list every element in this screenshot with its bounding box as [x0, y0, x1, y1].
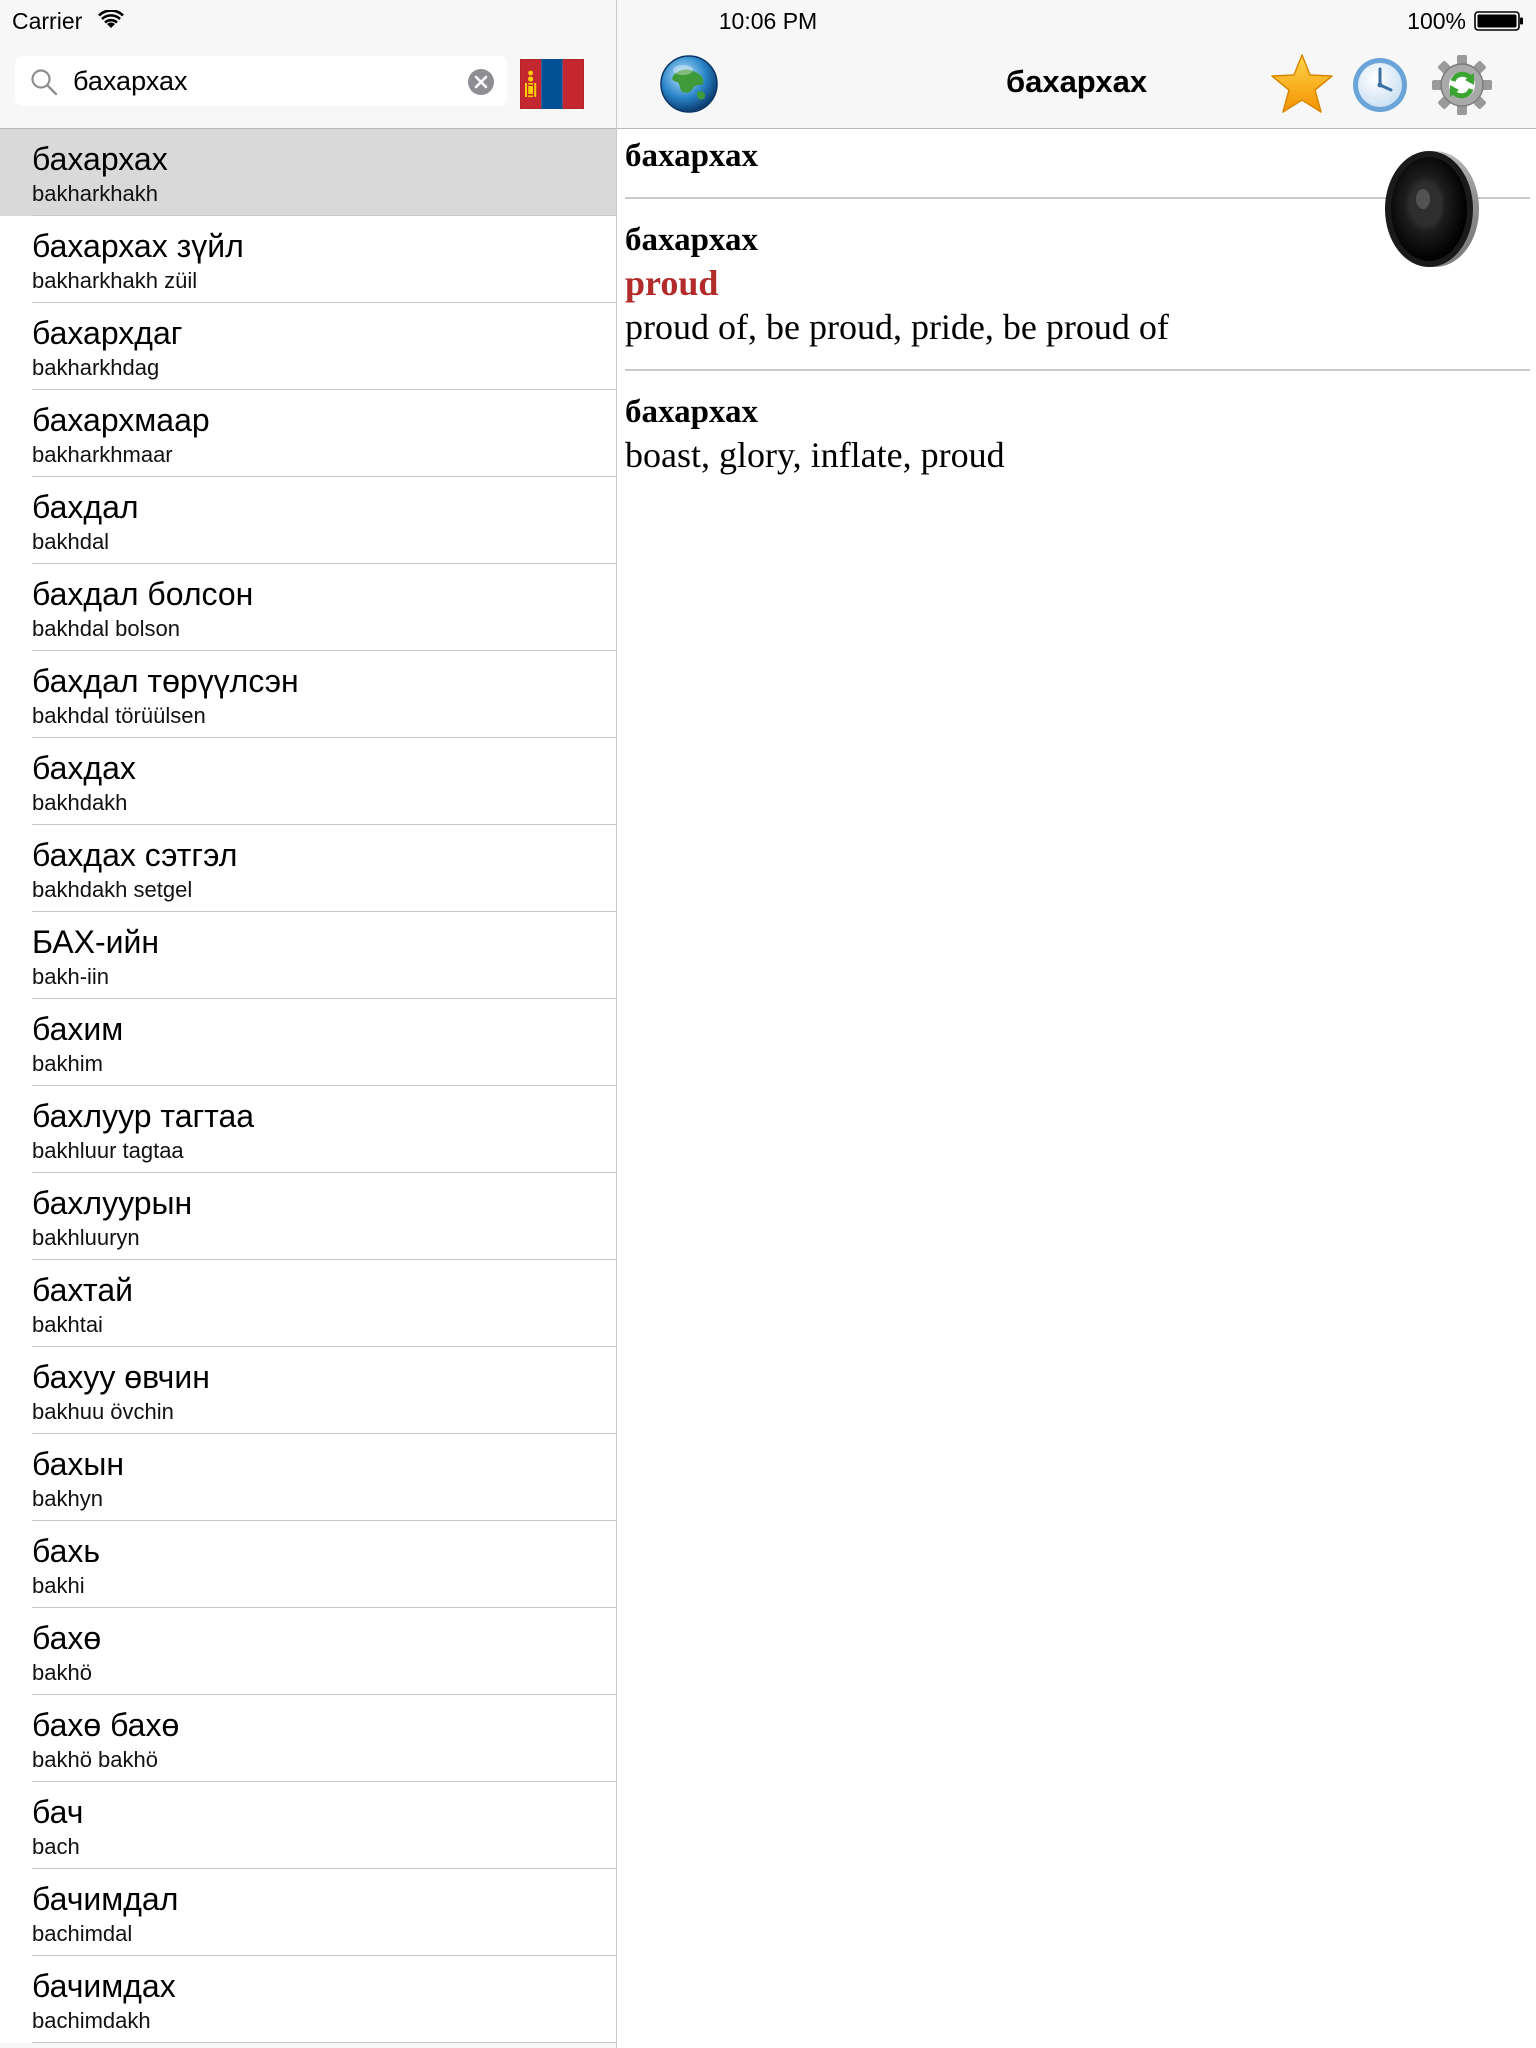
list-item-word: бахархах [32, 141, 168, 177]
list-item-translit: bakhdakh setgel [32, 877, 193, 902]
star-icon[interactable] [1269, 52, 1335, 116]
list-item-translit: bakhi [32, 1573, 85, 1598]
list-item[interactable] [0, 1782, 616, 1869]
list-item[interactable] [0, 738, 616, 825]
entry-headword: бахархах [625, 138, 758, 174]
definition-entry [625, 391, 1530, 477]
list-item[interactable] [0, 1956, 616, 2043]
clear-icon[interactable] [467, 68, 495, 96]
list-item-word: бахтай [32, 1272, 133, 1308]
entry-synonyms: proud of, be proud, pride, be proud of [625, 307, 1169, 347]
list-item-word: бахлуурын [32, 1185, 193, 1221]
battery-icon [1474, 11, 1524, 31]
gear-icon[interactable] [1429, 52, 1495, 118]
list-item-word: бахь [32, 1533, 101, 1569]
entry-headword: бахархах [625, 394, 758, 430]
list-item-word: бахдал [32, 489, 139, 525]
word-list-pane [0, 0, 617, 2048]
list-item-translit: bakhdal [32, 529, 110, 554]
list-item[interactable] [0, 999, 616, 1086]
list-item-word: БАХ-ийн [32, 924, 160, 960]
list-item-translit: bakharkhakh züil [32, 268, 198, 293]
list-item[interactable] [0, 1695, 616, 1782]
status-time: 10:06 PM [718, 8, 818, 34]
word-list [0, 129, 616, 2043]
list-item[interactable] [0, 1347, 616, 1434]
list-item[interactable] [0, 1173, 616, 1260]
entry-synonyms: boast, glory, inflate, proud [625, 435, 1005, 475]
list-item[interactable] [0, 1086, 616, 1173]
list-item-word: бахдал болсон [32, 576, 254, 612]
list-item-translit: bakhyn [32, 1486, 103, 1511]
list-item[interactable] [0, 912, 616, 999]
list-item[interactable] [0, 303, 616, 390]
list-item-word: бахын [32, 1446, 125, 1482]
list-item-word: бахархах зүйл [32, 228, 244, 264]
definition-content [617, 129, 1536, 2048]
clock-icon[interactable] [1351, 56, 1409, 114]
list-item-word: бач [32, 1794, 84, 1830]
list-item[interactable] [0, 564, 616, 651]
list-item[interactable] [0, 1434, 616, 1521]
list-item-word: бахархмаар [32, 402, 210, 438]
carrier-label: Carrier [12, 8, 83, 34]
list-item-translit: bakhtai [32, 1312, 103, 1337]
status-bar [0, 0, 1536, 40]
list-item-translit: bakharkhakh [32, 181, 158, 206]
list-item-translit: bakhim [32, 1051, 103, 1076]
list-item-translit: bakhluuryn [32, 1225, 140, 1250]
speaker-icon[interactable] [1377, 147, 1487, 271]
list-item[interactable] [0, 390, 616, 477]
search-input[interactable] [73, 64, 453, 98]
search-bar [0, 40, 616, 129]
list-item-translit: bakhuu övchin [32, 1399, 174, 1424]
list-item-word: бачимдал [32, 1881, 179, 1917]
list-item-word: бахархдаг [32, 315, 183, 351]
list-item-translit: bakharkhmaar [32, 442, 173, 467]
list-item-translit: bakharkhdag [32, 355, 160, 380]
list-item-translit: bakhdal törüülsen [32, 703, 206, 728]
list-item-translit: bach [32, 1834, 80, 1859]
entry-headword: бахархах [625, 222, 758, 258]
list-item-word: бахдах сэтгэл [32, 837, 238, 873]
entry-divider [625, 369, 1530, 371]
list-item[interactable] [0, 129, 616, 216]
list-item[interactable] [0, 1869, 616, 1956]
list-item-translit: bakhdakh [32, 790, 128, 815]
list-item-translit: bakhö bakhö [32, 1747, 158, 1772]
list-item-word: бахө [32, 1620, 102, 1656]
list-item-translit: bakhdal bolson [32, 616, 181, 641]
list-item[interactable] [0, 1521, 616, 1608]
list-item-word: бахө бахө [32, 1707, 180, 1743]
list-item-translit: bakhö [32, 1660, 92, 1685]
entry-primary-translation: proud [625, 263, 719, 303]
list-item-word: бахдал төрүүлсэн [32, 663, 299, 699]
list-item[interactable] [0, 477, 616, 564]
list-item[interactable] [0, 1260, 616, 1347]
list-item-word: бахим [32, 1011, 124, 1047]
battery-percent: 100% [1407, 8, 1466, 34]
list-item-word: бахдах [32, 750, 136, 786]
nav-title: бахархах [1005, 64, 1148, 99]
mongolia-flag-icon[interactable] [520, 59, 584, 109]
list-item[interactable] [0, 1608, 616, 1695]
list-item[interactable] [0, 825, 616, 912]
list-item-translit: bakh-iin [32, 964, 110, 989]
list-item-translit: bachimdakh [32, 2008, 151, 2033]
list-item-word: бахуу өвчин [32, 1359, 210, 1395]
list-item-translit: bakhluur tagtaa [32, 1138, 184, 1163]
search-field[interactable] [15, 56, 507, 106]
list-item-translit: bachimdal [32, 1921, 133, 1946]
list-item[interactable] [0, 651, 616, 738]
list-item-word: бахлуур тагтаа [32, 1098, 255, 1134]
search-icon [30, 68, 58, 96]
list-item-word: бачимдах [32, 1968, 176, 2004]
list-item[interactable] [0, 216, 616, 303]
